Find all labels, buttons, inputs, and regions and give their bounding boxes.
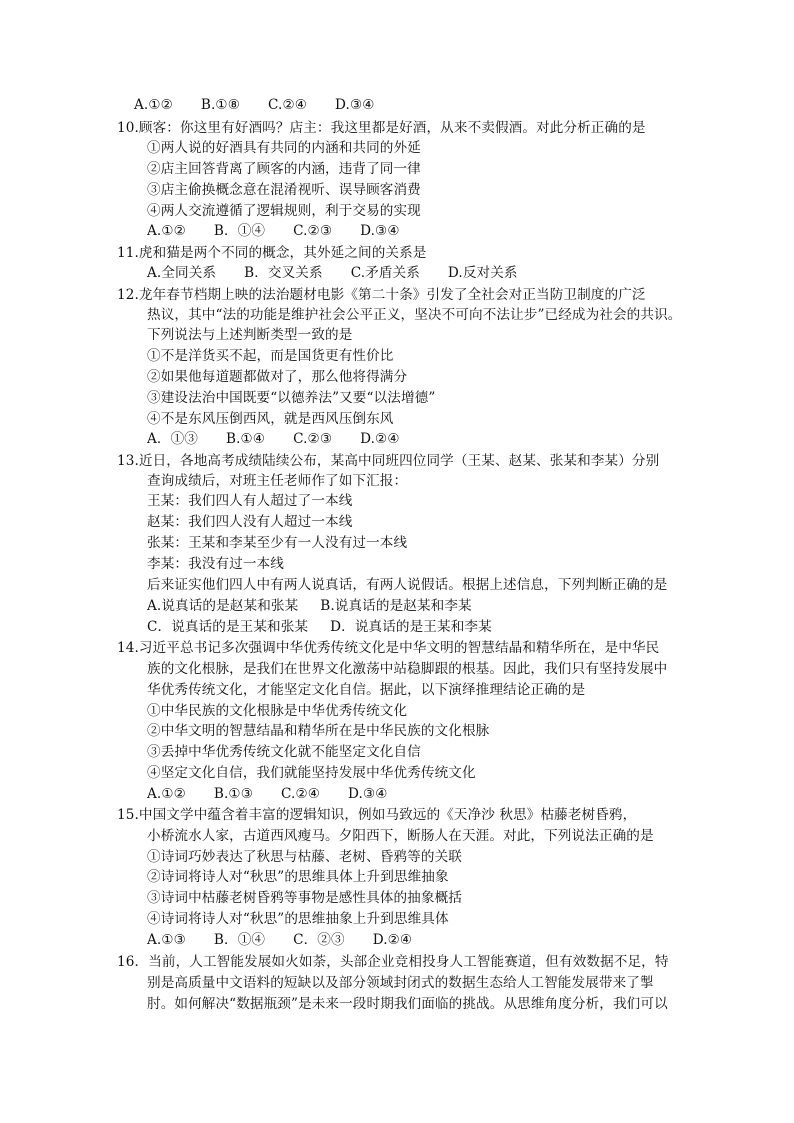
q14-item-1: ①中华民族的文化根脉是中华优秀传统文化	[147, 703, 408, 719]
q10-options-row	[147, 221, 428, 241]
q11-options-row	[147, 263, 546, 283]
q13-statement-zhang: 张某：王某和李某至少有一人没有过一本线	[147, 535, 408, 551]
q13-condition: 后来证实他们四人中有两人说真话，有两人说假话。根据上述信息，下列判断正确的是	[147, 577, 668, 593]
q16-stem-line-2: 别是高质量中文语料的短缺以及部分领域封闭式的数据生态给人工智能发展带来了掣	[147, 975, 654, 991]
q12-item-4: ④不是东风压倒西风，就是西风压倒东风	[147, 411, 394, 427]
option-c: C．②③	[293, 932, 345, 948]
q15-item-2: ②诗词将诗人对“秋思”的思维具体上升到思维抽象	[147, 869, 449, 885]
q12-item-1: ①不是洋货买不起，而是国货更有性价比	[147, 348, 394, 364]
option-d: D.③④	[335, 97, 375, 113]
option-a: A.①③	[147, 932, 186, 948]
option-b: B.①⑧	[200, 97, 241, 113]
q15-item-4: ④诗词将诗人对“秋思”的思维抽象上升到思维具体	[147, 911, 449, 927]
q12-stem-line-2: 热议，其中“法的功能是维护社会公平正义，坚决不可向不法让步”已经成为社会的共识。	[147, 307, 682, 323]
q12-item-3: ③建设法治中国既要“以德养法”又要“以法增德”	[147, 390, 436, 406]
q14-stem-line-1: 14.习近平总书记多次强调中华优秀传统文化是中华文明的智慧结晶和精华所在，是中华民	[117, 640, 660, 656]
q15-item-1: ①诗词巧妙表达了秋思与枯藤、老树、昏鸦等的关联	[147, 849, 462, 865]
q13-statement-zhao: 赵某：我们四人没有人超过一本线	[147, 514, 353, 530]
prev-options-row	[134, 95, 403, 115]
q13-stem-line-1: 13.近日，各地高考成绩陆续公布，某高中同班四位同学（王某、赵某、张某和李某）分别	[117, 453, 660, 469]
q12-item-2: ②如果他每道题都做对了，那么他将得满分	[147, 369, 408, 385]
option-a: A.说真话的是赵某和张某	[147, 598, 299, 614]
q12-stem-line-1: 12.龙年春节档期上映的法治题材电影《第二十条》引发了全社会对正当防卫制度的广泛	[117, 287, 646, 303]
option-a: A.①②	[134, 97, 173, 113]
option-c: C.②④	[268, 97, 308, 113]
option-c: C．说真话的是王某和张某	[147, 619, 309, 635]
option-d: D.③④	[348, 786, 388, 802]
q14-stem-line-2: 族的文化根脉，是我们在世界文化激荡中站稳脚跟的根基。因此，我们只有坚持发展中	[147, 661, 668, 677]
q15-stem-line-2: 小桥流水人家，古道西风瘦马。夕阳西下，断肠人在天涯。对此，下列说法正确的是	[147, 828, 654, 844]
option-a: A.全同关系	[147, 265, 217, 281]
q15-stem-line-1: 15.中国文学中蕴含着丰富的逻辑知识，例如马致远的《天净沙 秋思》枯藤老树昏鸦，	[117, 807, 637, 823]
q10-item-2: ②店主回答背离了顾客的内涵，违背了同一律	[147, 161, 421, 177]
q10-item-4: ④两人交流遵循了逻辑规则，利于交易的实现	[147, 203, 421, 219]
option-b: B．交叉关系	[244, 265, 323, 281]
option-d: D.②④	[372, 932, 413, 948]
q12-options-row	[147, 429, 428, 449]
q14-stem-line-3: 华优秀传统文化，才能坚定文化自信。据此，以下演绎推理结论正确的是	[147, 682, 586, 698]
option-b: B．①④	[213, 932, 266, 948]
option-d: D.②④	[360, 431, 400, 447]
option-d: D.③④	[360, 223, 400, 239]
q13-options-row-2	[147, 617, 520, 637]
q14-item-4: ④坚定文化自信，我们就能坚持发展中华优秀传统文化	[147, 765, 476, 781]
q10-stem: 10.顾客：你这里有好酒吗？店主：我这里都是好酒，从来不卖假酒。对此分析正确的是	[117, 120, 646, 136]
option-a: A．①③	[147, 431, 198, 447]
option-d: D.反对关系	[447, 265, 518, 281]
q11-stem: 11.虎和猫是两个不同的概念，其外延之间的关系是	[117, 245, 427, 261]
option-b: B.①③	[213, 786, 254, 802]
q16-stem-line-3: 肘。如何解决“数据瓶颈”是未来一段时期我们面临的挑战。从思维角度分析，我们可以	[147, 996, 668, 1012]
q14-item-2: ②中华文明的智慧结晶和精华所在是中华民族的文化根脉	[147, 723, 490, 739]
q10-item-1: ①两人说的好酒具有共同的内涵和共同的外延	[147, 140, 421, 156]
q12-stem-line-3: 下列说法与上述判断类型一致的是	[147, 327, 353, 343]
q16-stem-line-1: 16．当前，人工智能发展如火如荼，头部企业竞相投身人工智能赛道，但有效数据不足，特	[117, 954, 669, 970]
option-c: C.②③	[293, 223, 333, 239]
option-c: C.矛盾关系	[350, 265, 420, 281]
option-a: A.①②	[147, 786, 186, 802]
option-a: A.①②	[147, 223, 186, 239]
q13-statement-wang: 王某：我们四人有人超过了一本线	[147, 493, 353, 509]
option-c: C.②③	[293, 431, 333, 447]
option-b: B.说真话的是赵某和李某	[320, 598, 472, 614]
q14-item-3: ③丢掉中华优秀传统文化就不能坚定文化自信	[147, 744, 421, 760]
option-b: B．①④	[213, 223, 266, 239]
option-c: C.②④	[281, 786, 321, 802]
q15-item-3: ③诗词中枯藤老树昏鸦等事物是感性具体的抽象概括	[147, 890, 462, 906]
option-b: B.①④	[226, 431, 266, 447]
q13-options-row-1	[147, 596, 500, 616]
q13-stem-line-2: 查询成绩后，对班主任老师作了如下汇报：	[147, 473, 408, 489]
q14-options-row	[147, 784, 416, 804]
q10-item-3: ③店主偷换概念意在混淆视听、误导顾客消费	[147, 182, 421, 198]
option-d: D．说真话的是王某和李某	[330, 619, 492, 635]
q15-options-row	[147, 930, 440, 950]
q13-statement-li: 李某：我没有过一本线	[147, 556, 284, 572]
